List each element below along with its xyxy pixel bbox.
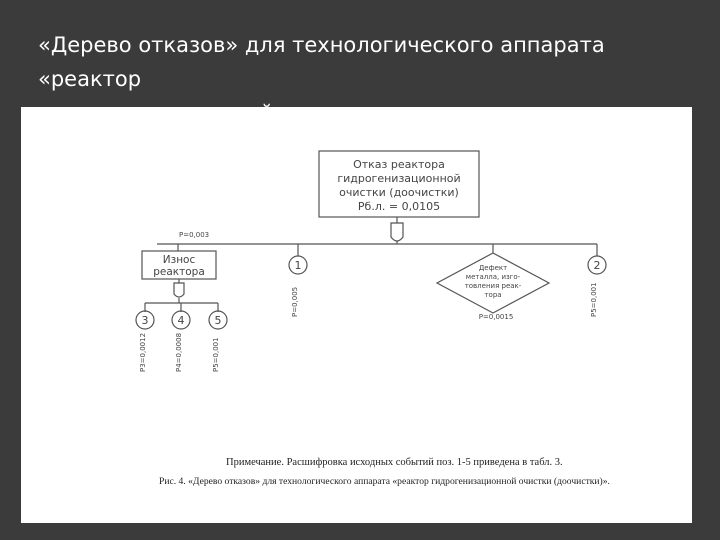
or-gate-top [391,223,403,241]
basic-event-3-prob: P3=0,0012 [139,332,147,372]
basic-event-4-number: 4 [177,314,185,327]
top-event-line1: Отказ реактора [353,158,445,171]
basic-event-5-prob: P5=0,001 [212,337,220,372]
wear-event-line1: Износ [162,254,196,266]
basic-event-1-prob: P=0,005 [291,286,299,317]
diagram-note: Примечание. Расшифровка исходных событий поз. 1-5 приведена в табл. 3. [226,457,563,468]
basic-event-2-prob: P5=0,001 [590,282,598,317]
basic-event-2-number: 2 [593,259,601,272]
wear-event-line2: реактора [153,266,205,278]
top-event-line4: Рб.л. = 0,0105 [357,200,441,213]
basic-event-1-number: 1 [294,259,302,272]
defect-event-line2: металла, изго- [465,273,521,281]
figure-caption: Рис. 4. «Дерево отказов» для технологического аппарата «реактор гидрогенизационной очистки (доочистки)». [159,476,610,487]
defect-event-prob: P=0,0015 [478,313,514,321]
top-event-line2: гидрогенизационной [337,172,461,185]
slide-title-line1: «Дерево отказов» для технологического аппарата «реактор [38,33,605,91]
top-event-line3: очистки (доочистки) [339,186,459,199]
defect-event-line1: Дефект [478,264,508,272]
wear-event-prob: P=0,003 [179,231,210,239]
diagram-panel [21,107,692,523]
defect-event-line4: тора [484,291,502,299]
basic-event-3-number: 3 [141,314,149,327]
or-gate-wear [174,283,184,297]
basic-event-4-prob: P4=0,0008 [175,332,183,372]
defect-event-line3: товления реак- [464,282,522,290]
basic-event-5-number: 5 [214,314,222,327]
